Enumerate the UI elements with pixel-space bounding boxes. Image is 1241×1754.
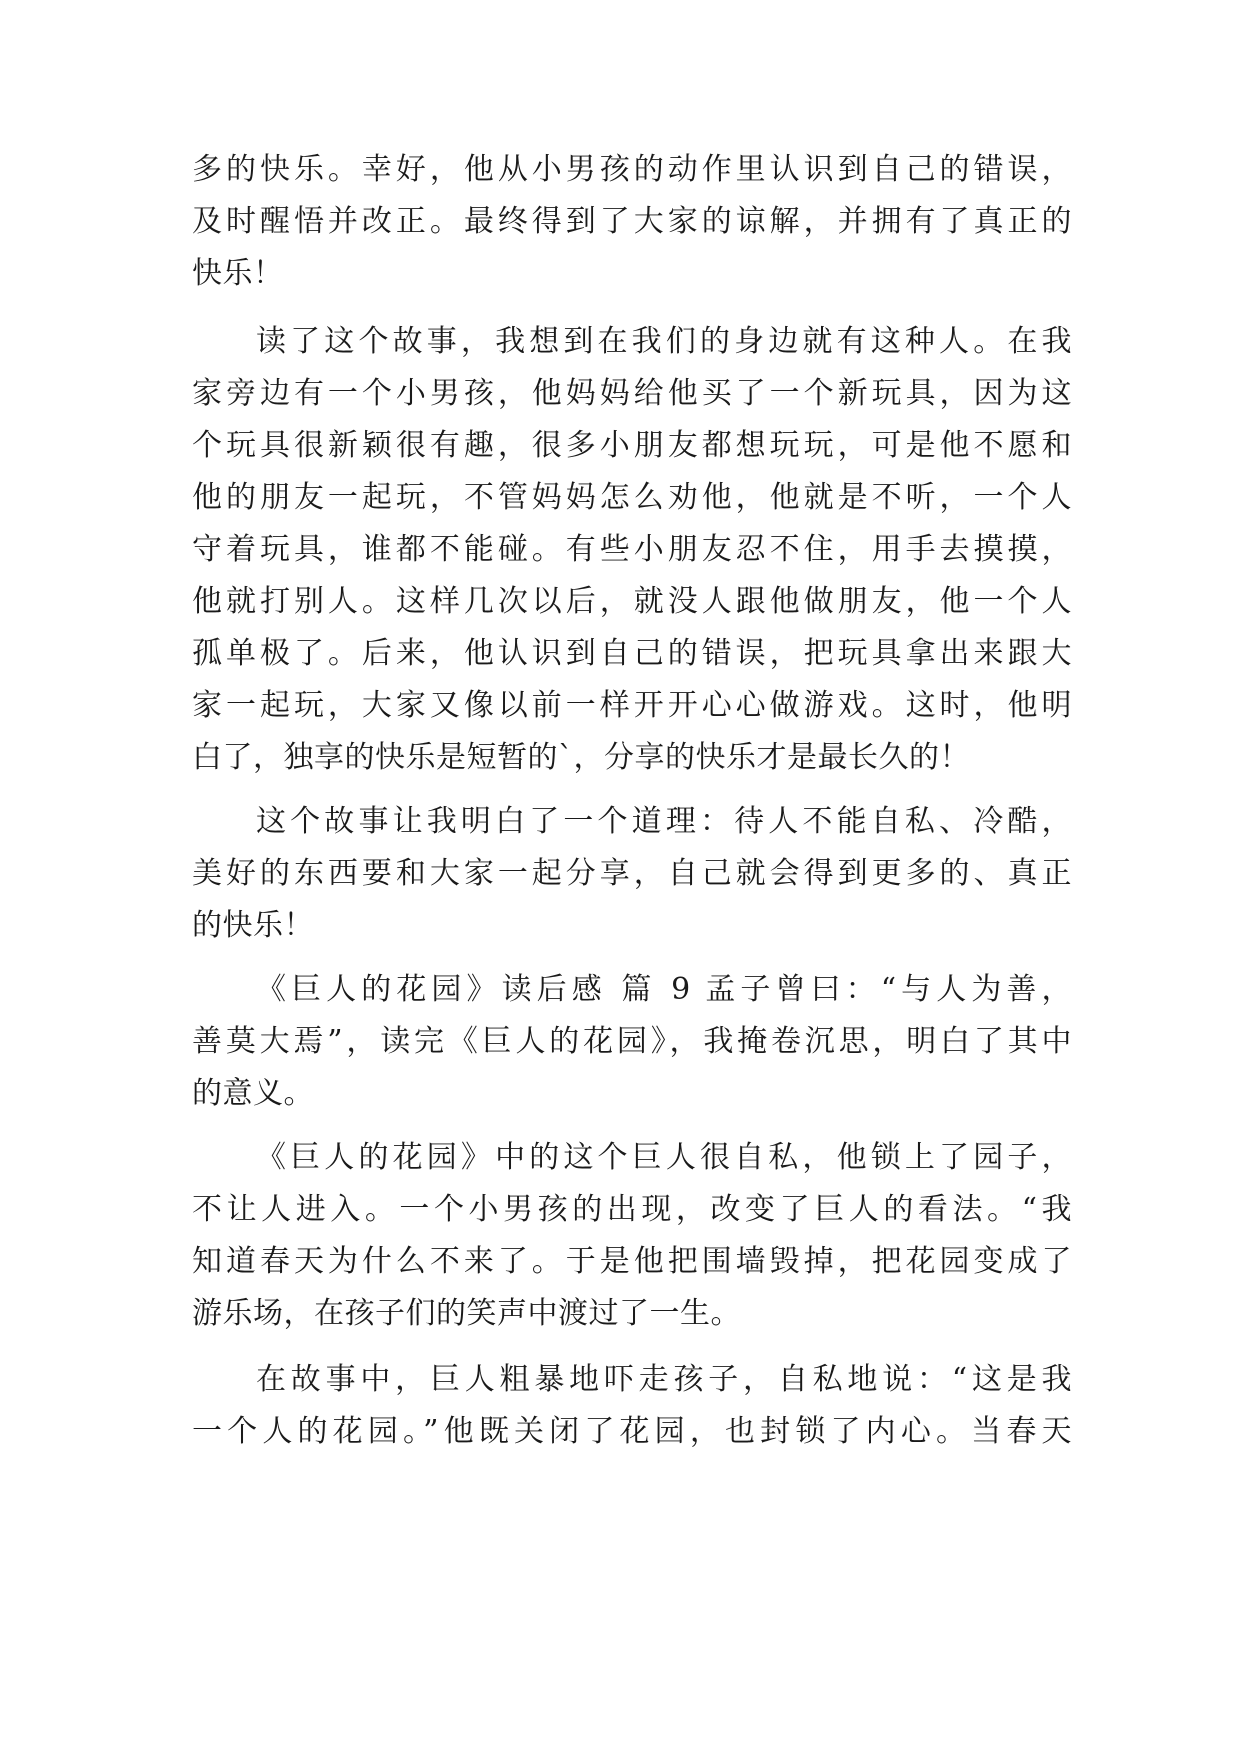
text-line: 这个故事让我明白了一个道理：待人不能自私、冷酷，	[256, 804, 1072, 839]
text-line: 在故事中，巨人粗暴地吓走孩子，自私地说：“这是我	[256, 1362, 1072, 1397]
text-line: 他的朋友一起玩，不管妈妈怎么劝他，他就是不听，一个人	[192, 480, 1072, 515]
text-line: 不让人进入。一个小男孩的出现，改变了巨人的看法。“我	[192, 1192, 1072, 1227]
text-line: 孤单极了。后来，他认识到自己的错误，把玩具拿出来跟大	[192, 636, 1072, 671]
section-heading-line: 《巨人的花园》读后感 篇 9 孟子曾曰：“与人为善，	[256, 972, 1072, 1007]
text-line: 知道春天为什么不来了。于是他把围墙毁掉，把花园变成了	[192, 1244, 1072, 1279]
text-line: 个玩具很新颖很有趣，很多小朋友都想玩玩，可是他不愿和	[192, 428, 1072, 463]
text-line: 《巨人的花园》中的这个巨人很自私，他锁上了园子，	[256, 1140, 1072, 1175]
text-line: 他就打别人。这样几次以后，就没人跟他做朋友，他一个人	[192, 584, 1072, 619]
text-line: 家旁边有一个小男孩，他妈妈给他买了一个新玩具，因为这	[192, 376, 1072, 411]
text-line: 善莫大焉”，读完《巨人的花园》，我掩卷沉思，明白了其中	[192, 1024, 1072, 1059]
text-line: 的快乐！	[192, 908, 314, 943]
text-line: 美好的东西要和大家一起分享，自己就会得到更多的、真正	[192, 856, 1072, 891]
text-line: 游乐场，在孩子们的笑声中渡过了一生。	[192, 1296, 741, 1331]
text-line: 家一起玩，大家又像以前一样开开心心做游戏。这时，他明	[192, 688, 1072, 723]
text-line: 快乐！	[192, 256, 284, 291]
text-line: 的意义。	[192, 1076, 314, 1111]
text-line: 一个人的花园。”他既关闭了花园，也封锁了内心。当春天	[192, 1414, 1072, 1449]
text-line: 读了这个故事，我想到在我们的身边就有这种人。在我	[256, 324, 1072, 359]
text-line: 白了，独享的快乐是短暂的`，分享的快乐才是最长久的！	[192, 740, 970, 775]
text-line: 多的快乐。幸好，他从小男孩的动作里认识到自己的错误，	[192, 152, 1072, 187]
text-line: 守着玩具，谁都不能碰。有些小朋友忍不住，用手去摸摸，	[192, 532, 1072, 567]
text-line: 及时醒悟并改正。最终得到了大家的谅解，并拥有了真正的	[192, 204, 1072, 239]
